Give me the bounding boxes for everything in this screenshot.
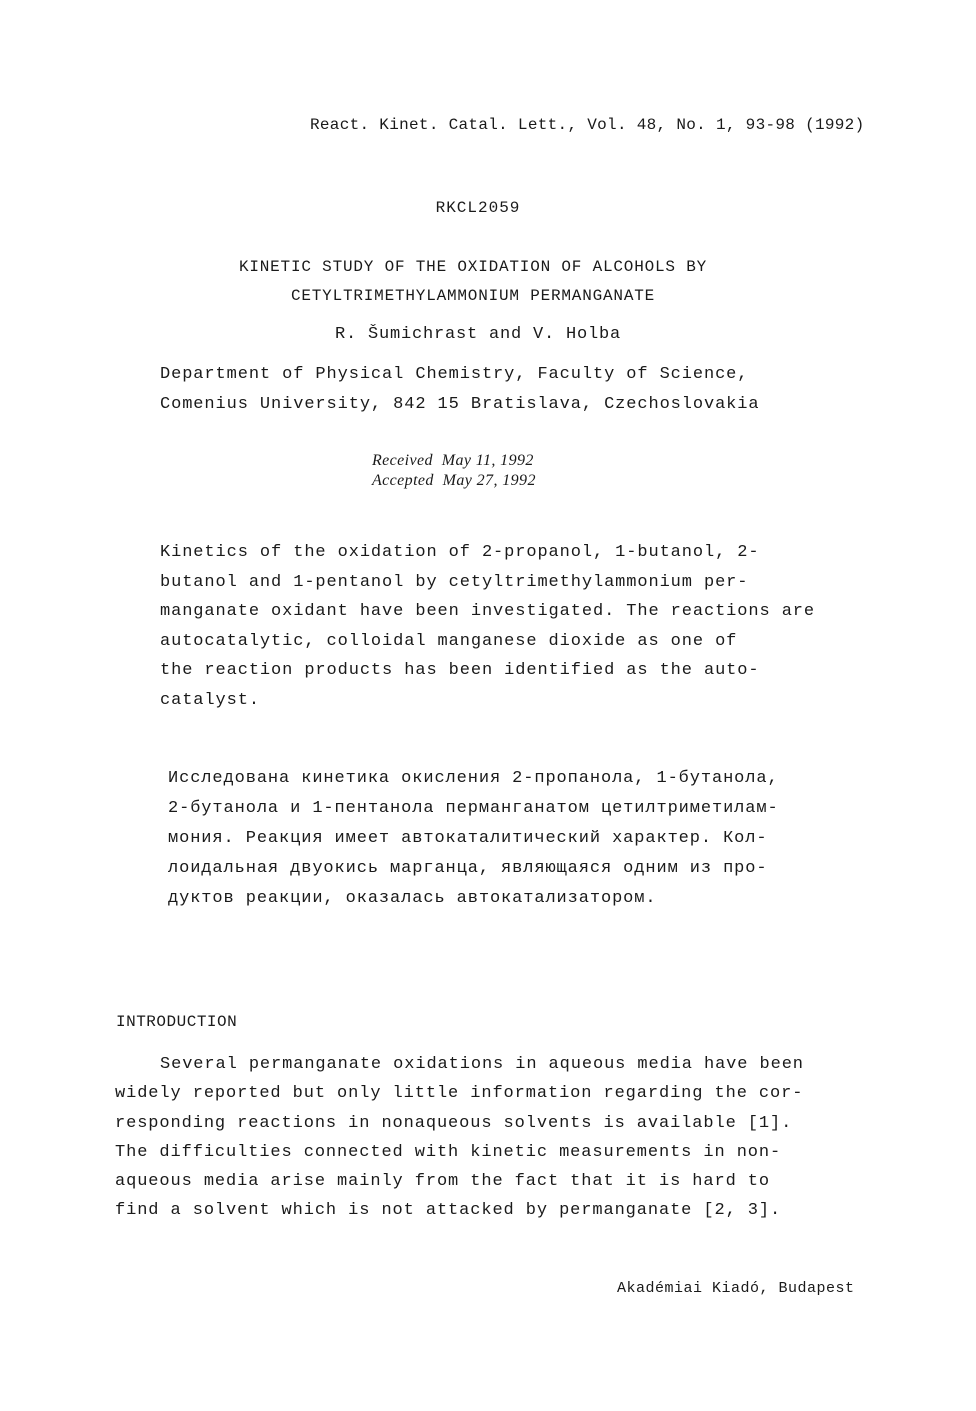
introduction-paragraph	[115, 1050, 804, 1226]
abstract-ru-line: 2-бутанола и 1-пентанола перманганатом цетилтриметилам-	[168, 799, 779, 818]
abstract-en-line: catalyst.	[160, 690, 260, 710]
intro-line: responding reactions in nonaqueous solvents is available [1].	[115, 1113, 793, 1133]
publisher-footer: Akadémiai Kiadó, Budapest	[617, 1280, 855, 1297]
abstract-en-line: Kinetics of the oxidation of 2-propanol, 1-butanol, 2-	[160, 543, 760, 562]
title-line-2: CETYLTRIMETHYLAMMONIUM PERMANGANATE	[290, 287, 656, 305]
abstract-russian	[168, 764, 779, 914]
abstract-ru-line: лоидальная двуокись марганца, являющаяся одним из про-	[168, 859, 768, 878]
abstract-en-line: manganate oxidant have been investigated. The reactions are	[160, 602, 815, 621]
abstract-en-line: the reaction products has been identified as the auto-	[160, 661, 760, 680]
authors: R. Šumichrast and V. Holba	[334, 325, 622, 344]
received-date: Received May 11, 1992	[372, 452, 534, 469]
abstract-ru-line: мония. Реакция имеет автокаталитический характер. Кол-	[168, 829, 768, 848]
abstract-ru-line: Исследована кинетика окисления 2-пропанола, 1-бутанола,	[168, 769, 779, 788]
intro-line: widely reported but only little information regarding the cor-	[115, 1084, 804, 1104]
paper-code: RKCL2059	[435, 199, 521, 217]
accepted-date: Accepted May 27, 1992	[372, 472, 536, 489]
intro-line: find a solvent which is not attacked by permanganate [2, 3].	[115, 1201, 782, 1221]
section-heading-introduction: INTRODUCTION	[116, 1013, 238, 1031]
abstract-en-line: autocatalytic, colloidal manganese dioxide as one of	[160, 631, 738, 651]
journal-reference: React. Kinet. Catal. Lett., Vol. 48, No. 1, 93-98 (1992)	[310, 116, 865, 134]
affiliation-line-2: Comenius University, 842 15 Bratislava, Czechoslovakia	[160, 395, 760, 414]
abstract-english	[160, 538, 815, 715]
intro-line: The difficulties connected with kinetic measurements in non-	[115, 1142, 782, 1162]
intro-line: Several permanganate oxidations in aqueous media have been	[160, 1055, 804, 1074]
intro-line: aqueous media arise mainly from the fact that it is hard to	[115, 1172, 770, 1192]
affiliation-line-1: Department of Physical Chemistry, Faculty of Science,	[160, 365, 749, 384]
abstract-ru-line: дуктов реакции, оказалась автокатализатором.	[168, 889, 657, 908]
title-line-1: KINETIC STUDY OF THE OXIDATION OF ALCOHOLS BY	[238, 258, 708, 276]
abstract-en-line: butanol and 1-pentanol by cetyltrimethylammonium per-	[160, 572, 749, 592]
